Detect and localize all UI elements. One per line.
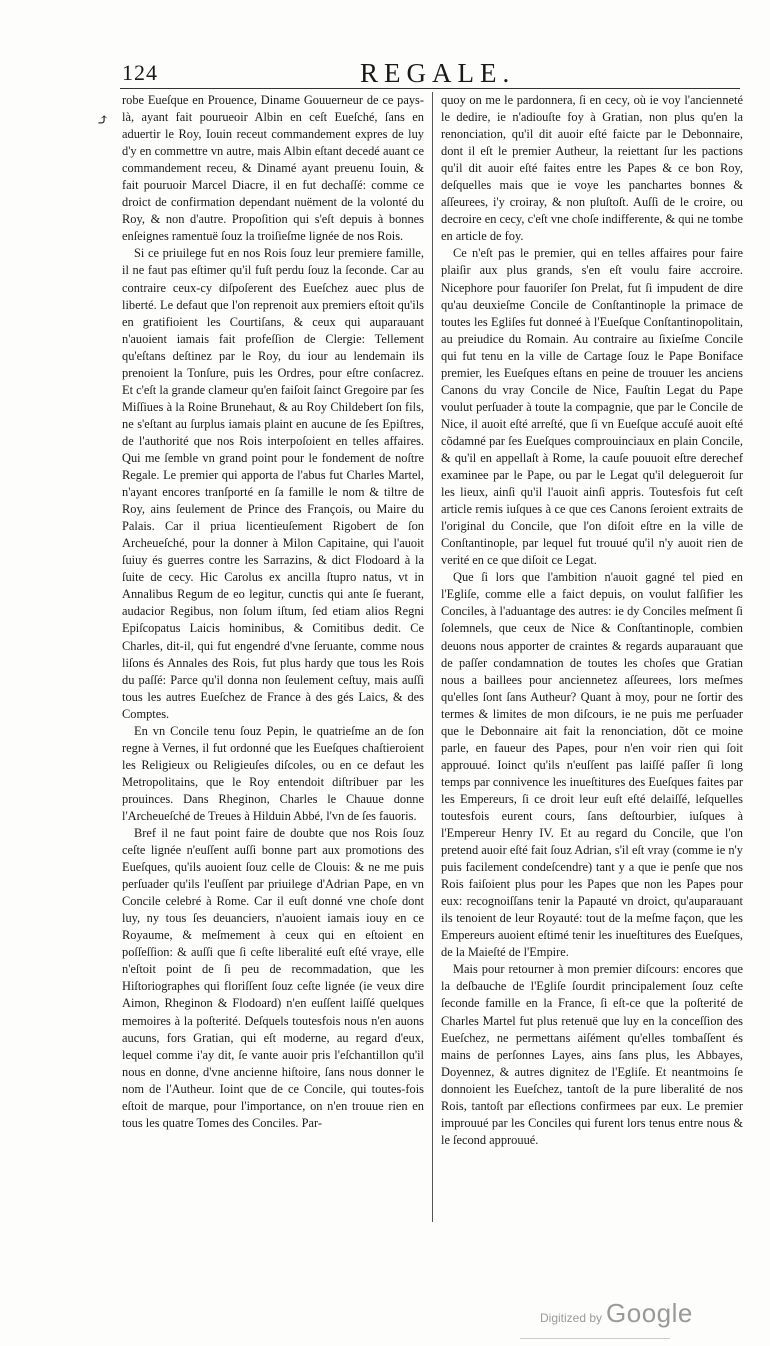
header-rule xyxy=(120,88,740,89)
page-number: 124 xyxy=(122,60,158,85)
paragraph: robe Eueſque en Prouence, Diname Gouuerneur de ce pays-là, ayant fait pourueoir Albin en ceſt Eueſché, ſans en aduertir le Roy, Iouin receut commandement expres de luy d'y en commettre vn autre, mais Albin eſtant decedé auant ce commandement receu, & Dinamé ayant preuenu Iouin, & fait pouruoir Marcel Diacre, il en fut dechaſſé: comme ce droict de confirmation dependant nuëment de la volonté du Roy, & non d'autre. Propoſition qui s'eſt depuis à bonnes enſeignes ramentuë ſouz la troiſieſme lignée de nos Rois. xyxy=(122,93,424,244)
column-divider xyxy=(432,92,433,1222)
paragraph: Ce n'eſt pas le premier, qui en telles affaires pour faire plaiſir aux plus grands, s'en eſt voulu faire accroire. Nicephore pour fauoriſer ſon Prelat, fut ſi impudent de dire qu'au deuxieſme Concile de Conſtantinople la primace de toutes les Egliſes fut donneé à l'Eueſque Conſtantinopolitain, au preiudice du Romain. Au contraire au ſixieſme Concile qui fut tenu en la ville de Cartage ſouz le Pape Boniface premier, les Eueſques eſtans en peine de trouuer les anciens Canons du vray Concile de Nice, Fauſtin Legat du Pape voulut perſuader à toute la compagnie, que par le Concile de Nice, il auoit eſté arreſté, que ſi vn Eueſque accuſé auoit eſté cõdamné par ſes Eueſques comprouinciaux en plain Concile, & qu'il en appellaſt à Rome, la cauſe pouuoit eſtre derechef examinee par le Pape, ou par le Legat qu'il delegueroit ſur les lieux, ainſi qu'il l'auoit ainſi appris. Toutesfois fut ceſt article remis iuſques à ce que ces Canons ſeroient extraits de l'original du Concile, que l'on diſoit eſtre en la ville de Conſtantinople, par lequel fut trouué qu'il n'y auoit rien de verité en ce que diſoit ce Legat. xyxy=(441,246,743,568)
digitized-by-watermark xyxy=(540,1298,693,1329)
paragraph: Si ce priuilege fut en nos Rois ſouz leur premiere famille, il ne faut pas eſtimer qu'il fuſt perdu ſouz la ſeconde. Car au contraire ceux-cy diſpoſerent des Eueſchez auec plus de liberté. Le defaut que l'on reprenoit aux premiers eſtoit qu'ils en gratifioient les Courtiſans, & ceux qui auparauant n'auoient iamais fait profeſſion de Clergie: Tellement qu'eſtans deſtinez par le Roy, du iour au lendemain ils prenoient la Tonſure, puis les Ordres, pour eſtre conſacrez. Et c'eſt la grande clameur qu'en faiſoit ſainct Gregoire par ſes Miſſiues à la Roine Brunehaut, & au Roy Childebert ſon fils, ne s'eſtant au ſurplus iamais plaint en aucune de ſes Epiſtres, de l'authorité que nos Rois interpoſoient en telles affaires. Qui me ſemble vn grand point pour le fondement de noſtre Regale. Le premier qui apporta de l'abus fut Charles Martel, n'ayant encores tranſporté en ſa famille le nom & tiltre de Roy, ains ſeulement de Prince des François, ou Maire du Palais. Car il priua licentieuſement Rigobert de ſon Archeueſché, pour la donner à Milon Capitaine, qui l'auoit ſuiuy és guerres contre les Sarrazins, & dict Flodoard à la ſuite de cecy. Hic Carolus ex ancilla ſtupro natus, vt in Annalibus Regum de eo legitur, cunctis qui ante ſe fuerant, audacior Regibus, non ſolum iſtum, ſed etiam alios Regni Epiſcopatus Laicis hominibus, & Comitibus dedit. Ce Charles, dit-il, qui fut engendré d'vne ſeruante, comme nous liſons és Annales des Rois, fut plus hardy que tous les Rois du paſſé: Parce qu'il donna non ſeulement ceſtuy, mais auſſi tous les autres Eueſchez de France à des gés Laics, & des Comptes. xyxy=(122,246,424,721)
paragraph: Bref il ne faut point faire de doubte que nos Rois ſouz ceſte lignée n'euſſent auſſi bonne part aux promotions des Eueſques, qu'ils auoient ſouz celle de Clouis: & ne me puis perſuader qu'ils l'euſſent par priuilege d'Adrian Pape, en vn Concile celebré à Rome. Car il euſt donné vne choſe dont luy, ny tous ſes deuanciers, n'auoient iamais iouy en ce Royaume, & meſmement à ceux qui en eſtoient en poſſeſſion: & auſſi que ſi ceſte liberalité euſt eſté vraye, elle n'eſtoit point de ſi peu de recommadation, que les Hiſtoriographes qui floriſſent ſouz ceſte lignée (ie veux dire Aimon, Rheginon & Flodoard) n'en euſſent laiſſé quelques memoires à la poſterité. Deſquels toutesfois nous n'en auons aucuns, fors Gratian, qui eſt moderne, au regard d'eux, lequel comme i'ay dit, ſe vante auoir pris l'eſchantillon qu'il nous en donne, d'vne ancienne hiſtoire, ſans nous donner le nom de l'Autheur. Ioint que de ce Concile, qui toutes-fois eſtoit de marque, pour l'importance, on n'en trouue rien en tous les quatre Tomes des Conciles. Par- xyxy=(122,826,424,1130)
paragraph: Mais pour retourner à mon premier diſcours: encores que la deſbauche de l'Egliſe ſourdit principalement ſouz ceſte ſeconde famille en la France, ſi eſt-ce que la poſterité de Charles Martel fut plus retenuë que luy en la conceſſion des Eueſchez, ne permettans aiſément qu'elles tombaſſent és mains de perſonnes Layes, ains ſans plus, les Abbayes, Doyennez, & autres dignitez de l'Egliſe. Et neantmoins ſe donnoient les Eueſchez, tantoſt de la pure liberalité de nos Rois, tantoſt par eſlections confirmees par eux. Le premier improuué par les Conciles qui furent lors tenus entre nous & le ſecond approuué. xyxy=(441,962,743,1147)
footer-rule xyxy=(520,1338,670,1339)
left-column xyxy=(122,92,424,1132)
running-title: REGALE. xyxy=(360,58,516,88)
watermark-digitized-text: Digitized by xyxy=(540,1311,603,1325)
paragraph: Que ſi lors que l'ambition n'auoit gagné tel pied en l'Egliſe, comme elle a faict depuis, on voulut falſifier les Conciles, à l'aduantage des autres: ie dy Conciles meſment ſi ſolemnels, que ceux de Nice & Conſtantinople, combien deuons nous apporter de craintes & regards auparauant que de paſſer condamnation de toutes les choſes que Gratian nous a baillees pour anciennetez aſſeurees, lors meſmes qu'elles ſont ſans Autheur? Quant à moy, pour ne ſortir des termes & limites de mon diſcours, ie ne puis me perſuader que le Debonnaire ait fait la renonciation, dõt ce moine parle, en faueur des Papes, pour n'en voir rien qui ſoit approuué. Ioinct qu'ils n'euſſent pas laiſſé paſſer ſi long temps par connivence les inueſtitures des Eueſques faites par les Empereurs, ſi ce droit leur euſt eſté delaiſſé, leſquelles toutesfois eurent cours, ſans deſtourbier, iuſques à l'Empereur Henry IV. Et au regard du Concile, que l'on pretend auoir eſté fait ſouz Adrian, s'il eſt vray (comme ie n'y puis facilement condeſcendre) tant y a que ie penſe que nos Rois faiſoient plus pour les Papes que non les Papes pour eux: recognoiſſans tenir la Papauté vn droict, qu'auparauant ils tenoient de leur Royauté: tout de la meſme façon, que les Empereurs auoient eſtimé tenir les inueſtitures des Eueſques, de la Maieſté de l'Empire. xyxy=(441,570,743,960)
right-column xyxy=(441,92,743,1149)
watermark-brand-text: Google xyxy=(606,1298,693,1328)
margin-annotation-mark: ⤴ xyxy=(96,112,110,129)
paragraph: En vn Concile tenu ſouz Pepin, le quatrieſme an de ſon regne à Vernes, il fut ordonné que les Eueſques chaſtieroient les Religieux ou Religieuſes diſcoles, ou en ce defaut les Metropolitains, que le Roy entendoit diſtribuer par les prouinces. Dans Rheginon, Charles le Chauue donne l'Archeueſché de Treues à Hilduin Abbé, l'vn de ſes fauoris. xyxy=(122,723,424,823)
paragraph: quoy on me le pardonnera, ſi en cecy, où ie voy l'ancienneté le dedire, ie n'adiouſte foy à Gratian, non plus qu'en la renonciation, qu'il dit auoir eſté faicte par le Debonnaire, dont il eſt le premier Autheur, la reiettant ſur les pactions qu'il dit auoir eſté faites entre les Papes & ce bon Roy, deſquelles mais que ie voye les panchartes bonnes & aſſeurees, i'y croiray, & non pluſtoſt. Auſſi de le croire, ou decroire en cecy, c'eſt vne choſe indifferente, & qui ne tombe en article de foy. xyxy=(441,93,743,244)
